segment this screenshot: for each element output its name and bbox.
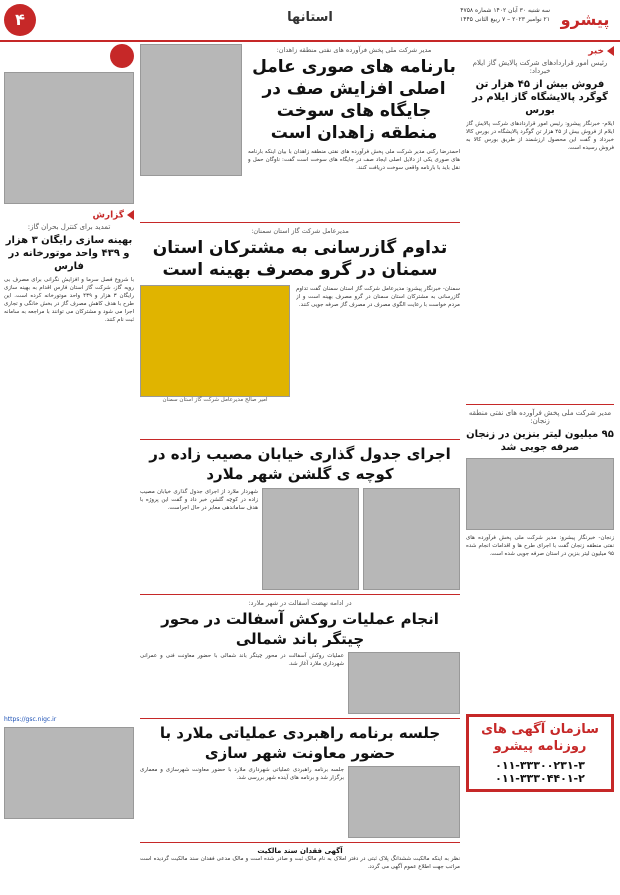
kicker-2: مدیرعامل شرکت گاز استان سمنان: — [251, 227, 349, 235]
gas-story — [140, 285, 460, 435]
official-photo — [466, 458, 614, 530]
notice-title: آگهی فقدان سند مالکیت — [257, 847, 343, 855]
divider — [140, 842, 460, 843]
divider — [466, 404, 614, 405]
headline-2: ۹۵ میلیون لیتر بنزین در زنجان صرفه جویی شد — [466, 428, 614, 453]
asphalt-photo — [348, 652, 460, 714]
kicker-2: مدیر شرکت ملی پخش فرآورده های نفتی منطقه زنجان: — [468, 408, 612, 425]
divider — [140, 718, 460, 719]
road-story — [140, 488, 460, 590]
street-photo-2 — [262, 488, 359, 590]
right-column — [466, 44, 614, 831]
issue-date — [430, 6, 550, 24]
headline: بهینه سازی رایگان ۳ هزار و ۴۳۹ واحد موتورخانه در فارس — [5, 234, 133, 272]
kicker: تمدید برای کنترل بحران گاز: — [27, 222, 111, 231]
lead-story-text — [248, 44, 460, 218]
headline-5: جلسه برنامه راهبردی عملیاتی ملارد با حضور معاونت شهر سازی — [159, 724, 441, 762]
newspaper-logo: پیشرو — [560, 10, 610, 29]
report-tag — [4, 210, 134, 221]
ad-phone-2: ۰۱۱-۳۳۳۰۴۴۰۱-۲ — [495, 771, 585, 785]
notice-body: نظر به اینکه مالکیت ششدانگ پلاک ثبتی در دفتر املاک به نام مالک ثبت و صادر شده است و مالک مدعی فقدان سند مالکیت گردیده است مراتب جهت اطلاع عموم آگهی می گردد. — [140, 856, 460, 870]
divider — [140, 222, 460, 223]
kicker-4: در ادامه نهضت آسفالت در شهر ملارد: — [248, 599, 352, 607]
lead-story — [140, 44, 460, 218]
headline-1: بارنامه های صوری عامل اصلی افزایش صف در جایگاه های سوخت منطقه زاهدان است — [252, 57, 456, 143]
divider — [140, 594, 460, 595]
arrow-icon — [607, 46, 614, 56]
arrow-icon — [127, 210, 134, 220]
headline-2: تداوم گازرسانی به مشترکان استان سمنان در گرو مصرف بهینه است — [152, 238, 448, 280]
article-body-3: شهردار ملارد از اجرای جدول گذاری خیابان مصیب زاده در کوچه گلشن خبر داد و گفت این پروژه با هدف ساماندهی معابر در حال اجراست. — [140, 489, 258, 511]
gas-photo-block — [140, 285, 290, 435]
article-body: ایلام- خبرنگار پیشرو: رئیس امور قراردادهای شرکت پالایش گاز ایلام از فروش بیش از ۴۵ هزار تن گوگرد پالایشگاه در بورس کالا خبرداد و گفت این محصول ارزشمند از طریق بورس کالا به فروش رسیده است. — [466, 120, 614, 151]
tag-label: خبر — [588, 46, 604, 57]
kicker-1: مدیر شرکت ملی پخش فرآورده های نفتی منطقه زاهدان: — [276, 46, 432, 54]
headline-4: انجام عملیات روکش آسفالت در محور چیتگر باند شمالی — [161, 610, 439, 648]
main-column — [140, 44, 460, 870]
ad-title: سازمان آگهی های روزنامه پیشرو — [481, 721, 599, 754]
meeting-story — [140, 766, 460, 838]
advertisement-box — [466, 714, 614, 792]
article-body: با شروع فصل سرما و افزایش نگرانی برای مصرف بی رویه گاز، شرکت گاز استان فارس اقدام به بهینه سازی رایگان ۳ هزار و ۴۳۹ واحد موتورخانه کرده است. این طرح با هدف کاهش مصرف گاز در بخش خانگی و تجاری اجرا می شود و مشترکان می توانند با مراجعه به سامانه ثبت نام کنند. — [4, 276, 134, 323]
official-portrait — [4, 72, 134, 204]
gas-company-photo — [140, 285, 290, 397]
asphalt-story — [140, 652, 460, 714]
kicker: رئیس امور قراردادهای شرکت پالایش گاز ایلام خبرداد: — [472, 58, 608, 75]
meeting-photo — [348, 766, 460, 838]
article-body-2: سمنان- خبرنگار پیشرو: مدیرعامل شرکت گاز استان سمنان گفت تداوم گازرسانی به مشترکان استان سمنان در گرو مصرف بهینه است و از مردم خواست با رعایت الگوی مصرف در مصرف گاز صرفه جویی کنند. — [296, 286, 460, 308]
date-line-2: ۲۱ نوامبر ۲۰۲۳ – ۷ ربیع الثانی ۱۴۴۵ — [460, 16, 550, 23]
ad-phone-1: ۰۱۱-۳۳۳۰۰۲۳۱-۳ — [495, 758, 585, 772]
page-header — [0, 0, 620, 42]
tag-label: گزارش — [92, 210, 124, 221]
source-link[interactable]: https://gsc.nigc.ir — [4, 715, 57, 723]
article-body-5: جلسه برنامه راهبردی عملیاتی شهرداری ملارد با حضور معاونت شهرسازی و معماری برگزار شد و برنامه های آینده شهر بررسی شد. — [140, 767, 344, 781]
divider — [140, 439, 460, 440]
left-column — [4, 44, 134, 831]
news-tag — [466, 46, 614, 57]
technician-photo — [4, 727, 134, 819]
page-number: ۴ — [4, 4, 36, 36]
official-photo-1 — [140, 44, 242, 176]
headline: فروش بیش از ۴۵ هزار تن گوگرد پالایشگاه گاز ایلام در بورس — [472, 78, 608, 116]
date-line-1: سه شنبه ۳۰ آبان ۱۴۰۲ شماره ۴۷۵۸ — [460, 7, 550, 14]
section-title: استانها — [287, 10, 333, 25]
article-body-2: زنجان- خبرنگار پیشرو: مدیر شرکت ملی پخش فرآورده های نفتی منطقه زنجان گفت با اجرای طرح ها و اقدامات انجام شده ۹۵ میلیون لیتر بنزین در استان صرفه جویی شده است. — [466, 534, 614, 557]
article-body-1: احمدرضا رکنی مدیر شرکت ملی پخش فرآورده های نفتی منطقه زاهدان با بیان اینکه بارنامه های صوری یکی از دلایل اصلی ایجاد صف در جایگاه های سوخت است گفت: ناوگان حمل و نقل باید با بارنامه واقعی سوخت دریافت کنند. — [248, 149, 460, 171]
section-badge — [110, 44, 134, 68]
street-photo-1 — [363, 488, 460, 590]
article-body-4: عملیات روکش آسفالت در محور چیتگر باند شمالی با حضور معاونت فنی و عمرانی شهرداری ملارد آغاز شد. — [140, 653, 344, 667]
photo-caption: امیر صالح مدیرعامل شرکت گاز استان سمنان — [162, 397, 268, 403]
headline-3: اجرای جدول گذاری خیابان مصیب زاده در کوچه ی گلشن شهر ملارد — [149, 445, 451, 483]
